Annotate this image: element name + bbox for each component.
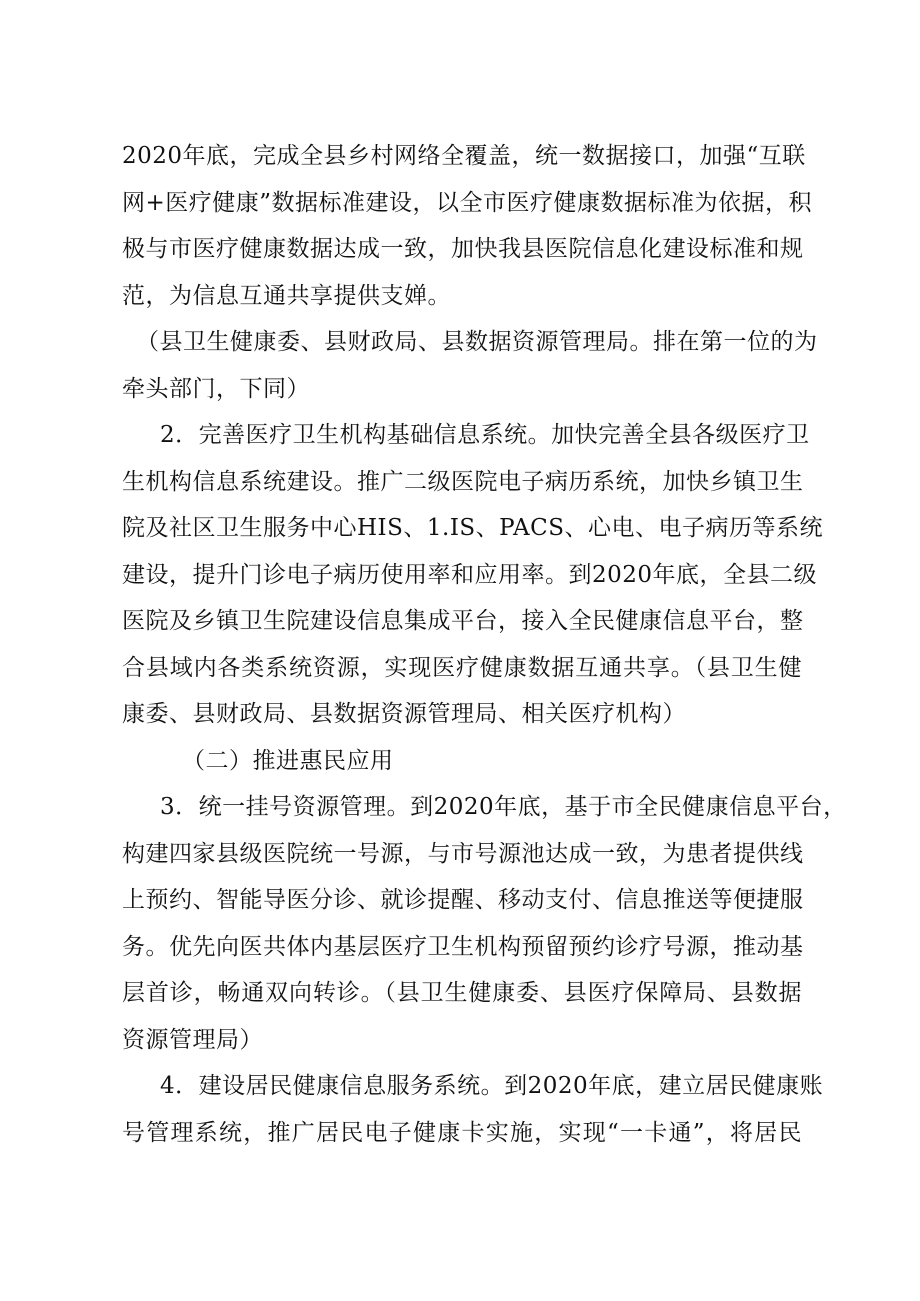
text-line-7: 2．完善医疗卫生机构基础信息系统。加快完善全县各级医疗卫 (160, 422, 810, 448)
text-line-4: 范，为信息互通共享提供支婵。 (122, 283, 451, 309)
text-line-2: 网+医疗健康”数据标准建设，以全市医疗健康数据标准为依据，积 (122, 190, 813, 216)
text-line-21: 4．建设居民健康信息服务系统。到2020年底，建立居民健康账 (160, 1073, 824, 1099)
text-line-6: 牵头部门，下同） (122, 376, 310, 402)
text-line-22: 号管理系统，推广居民电子健康卡实施，实现“一卡通”，将居民 (122, 1120, 802, 1146)
text-line-12: 合县域内各类系统资源，实现医疗健康数据互通共享。（县卫生健 (122, 655, 802, 681)
text-line-16: 构建四家县级医院统一号源，与市号源池达成一致，为患者提供线 (122, 841, 804, 867)
text-line-5: （县卫生健康委、县财政局、县数据资源管理局。排在第一位的为 (136, 329, 818, 355)
text-line-9: 院及社区卫生服务中心HIS、1.IS、PACS、心电、电子病历等系统 (122, 515, 824, 541)
text-line-15: 3．统一挂号资源管理。到2020年底，基于市全民健康信息平台， (160, 794, 847, 820)
text-line-11: 医院及乡镇卫生院建设信息集成平台，接入全民健康信息平台，整 (122, 608, 804, 634)
text-line-20: 资源管理局） (122, 1027, 263, 1053)
text-line-3: 极与市医疗健康数据达成一致，加快我县医院信息化建设标准和规 (122, 236, 804, 262)
text-line-1: 2020年底，完成全县乡村网络全覆盖，统一数据接口，加强“互联 (122, 143, 806, 169)
text-line-8: 生机构信息系统建设。推广二级医院电子病历系统，加快乡镇卫生 (122, 469, 804, 495)
text-line-17: 上预约、智能导医分诊、就诊提醒、移动支付、信息推送等便捷服 (122, 887, 804, 913)
text-line-19: 层首诊，畅通双向转诊。（县卫生健康委、县医疗保障局、县数据 (122, 980, 802, 1006)
text-line-13: 康委、县财政局、县数据资源管理局、相关医疗机构） (122, 701, 686, 727)
text-line-18: 务。优先向医共体内基层医疗卫生机构预留预约诊疗号源，推动基 (122, 934, 804, 960)
text-line-10: 建设，提升门诊电子病历使用率和应用率。到2020年底，全县二级 (122, 562, 818, 588)
section-heading: （二）推进惠民应用 (182, 748, 394, 774)
